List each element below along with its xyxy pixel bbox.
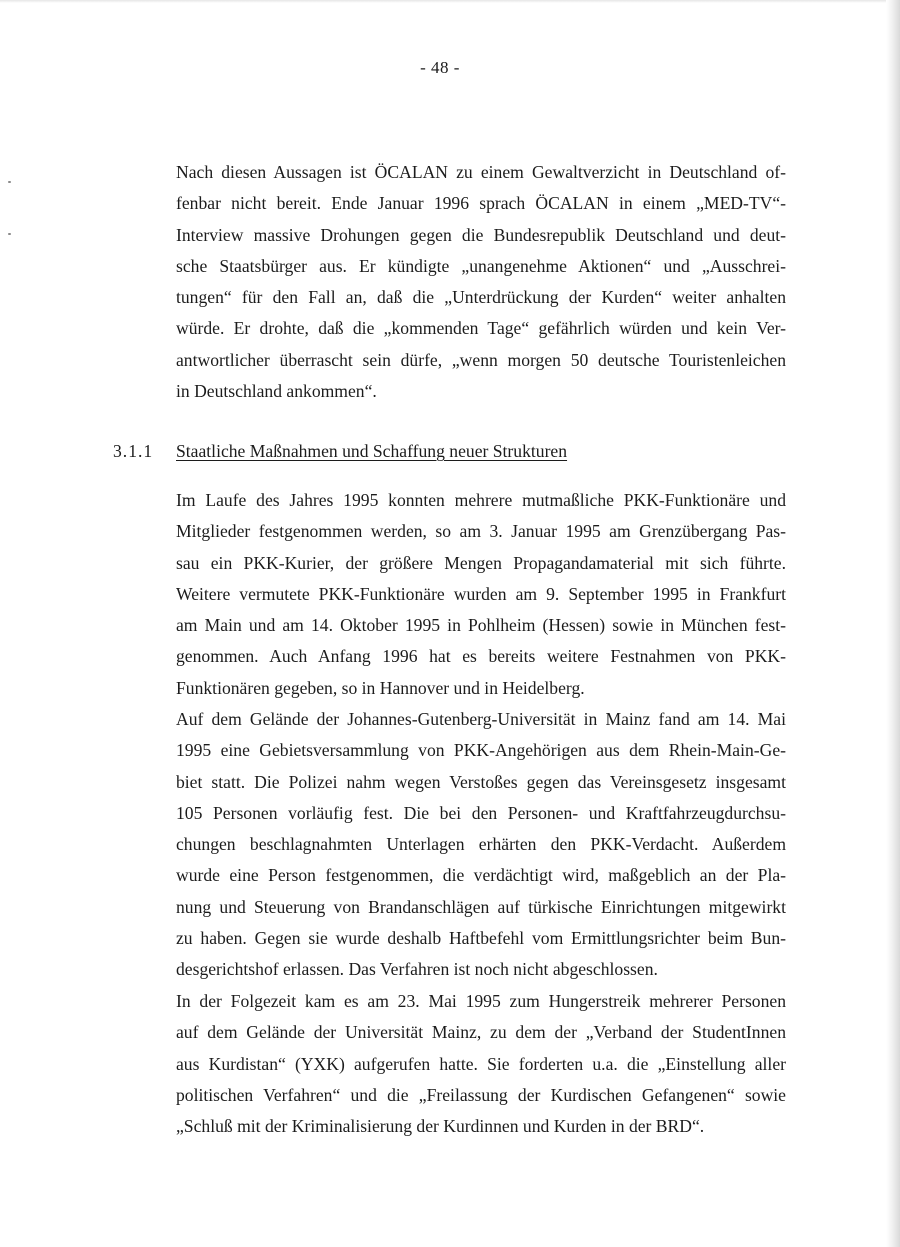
text-line: aus Kurdistan“ (YXK) aufgerufen hatte. Sie forderten u.a. die „Einstellung aller — [176, 1053, 786, 1074]
section-number: 3.1.1 — [113, 441, 154, 461]
text-line: desgerichtshof erlassen. Das Verfahren ist noch nicht abgeschlossen. — [176, 959, 658, 980]
text-line: biet statt. Die Polizei nahm wegen Verstoßes gegen das Vereinsgesetz insgesamt — [176, 771, 786, 792]
text-line: sau ein PKK-Kurier, der größere Mengen Propagandamaterial mit sich führte. — [176, 552, 786, 573]
page-number: - 48 - — [420, 58, 460, 77]
text-line: antwortlicher überrascht sein dürfe, „wenn morgen 50 deutsche Touristenleichen — [176, 349, 786, 370]
text-line: 1995 eine Gebietsversammlung von PKK-Angehörigen aus dem Rhein-Main-Ge- — [176, 740, 786, 761]
text-line: Mitglieder festgenommen werden, so am 3. Januar 1995 am Grenzübergang Pas- — [176, 521, 786, 542]
text-line: Auf dem Gelände der Johannes-Gutenberg-Universität in Mainz fand am 14. Mai — [176, 709, 786, 729]
text-line: sche Staatsbürger aus. Er kündigte „unangenehme Aktionen“ und „Ausschrei- — [176, 255, 786, 276]
text-line: Interview massive Drohungen gegen die Bundesrepublik Deutschland und deut- — [176, 224, 786, 245]
section-title: Staatliche Maßnahmen und Schaffung neuer Strukturen — [176, 441, 568, 461]
text-line: tungen“ für den Fall an, daß die „Unterdrückung der Kurden“ weiter anhalten — [176, 287, 786, 308]
paragraph-arrests — [176, 485, 786, 704]
paragraph-mainz — [176, 704, 786, 986]
text-line: auf dem Gelände der Universität Mainz, zu dem der „Verband der StudentInnen — [176, 1022, 786, 1043]
text-line: In der Folgezeit kam es am 23. Mai 1995 zum Hungerstreik mehrerer Personen — [176, 991, 786, 1011]
scan-speck — [8, 181, 11, 183]
text-line: zu haben. Gegen sie wurde deshalb Haftbefehl vom Ermittlungsrichter beim Bun- — [176, 928, 786, 949]
text-line: genommen. Auch Anfang 1996 hat es bereits weitere Festnahmen von PKK- — [176, 646, 786, 667]
text-line: chungen beschlagnahmten Unterlagen erhärten den PKK-Verdacht. Außerdem — [176, 834, 786, 855]
scan-speck — [8, 233, 11, 235]
text-line: wurde eine Person festgenommen, die verdächtigt wird, maßgeblich an der Pla- — [176, 865, 786, 886]
text-line: fenbar nicht bereit. Ende Januar 1996 sprach ÖCALAN in einem „MED-TV“- — [176, 193, 786, 214]
paragraph-hunger-strike — [176, 986, 786, 1142]
text-line: in Deutschland ankommen“. — [176, 381, 377, 402]
text-line: am Main und am 14. Oktober 1995 in Pohlheim (Hessen) sowie in München fest- — [176, 615, 786, 636]
paragraph-intro — [176, 157, 786, 407]
text-line: Funktionären gegeben, so in Hannover und in Heidelberg. — [176, 677, 585, 698]
text-line: würde. Er drohte, daß die „kommenden Tage“ gefährlich würden und kein Ver- — [176, 318, 786, 339]
scan-edge-right — [886, 0, 900, 1247]
text-line: Im Laufe des Jahres 1995 konnten mehrere mutmaßliche PKK-Funktionäre und — [176, 490, 786, 510]
scan-edge-top — [0, 0, 900, 3]
text-line: Weitere vermutete PKK-Funktionäre wurden am 9. September 1995 in Frankfurt — [176, 583, 786, 604]
text-line: 105 Personen vorläufig fest. Die bei den Personen- und Kraftfahrzeugdurchsu- — [176, 802, 786, 823]
text-line: „Schluß mit der Kriminalisierung der Kurdinnen und Kurden in der BRD“. — [176, 1116, 705, 1137]
text-line: politischen Verfahren“ und die „Freilassung der Kurdischen Gefangenen“ sowie — [176, 1084, 786, 1105]
text-line: Nach diesen Aussagen ist ÖCALAN zu einem Gewaltverzicht in Deutschland of- — [176, 162, 786, 182]
text-line: nung und Steuerung von Brandanschlägen auf türkische Einrichtungen mitgewirkt — [176, 896, 786, 917]
